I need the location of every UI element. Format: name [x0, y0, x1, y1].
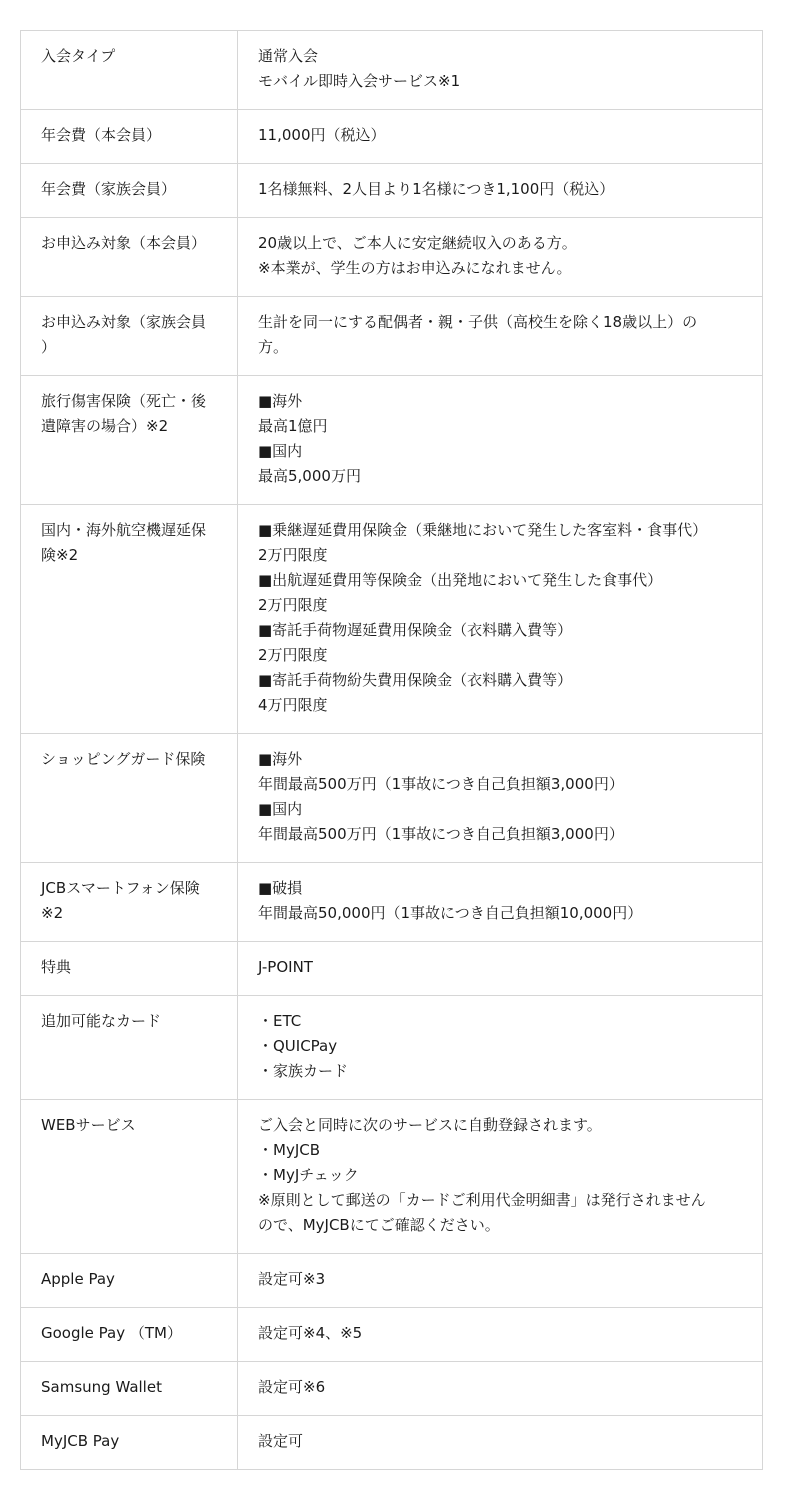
spec-row: [21, 1416, 763, 1470]
spec-row-label: [21, 942, 238, 996]
spec-value-line: 2万円限度: [258, 596, 328, 614]
spec-value-line: ■出航遅延費用等保険金（出発地において発生した食事代）: [258, 571, 663, 589]
spec-value-line: J-POINT: [258, 958, 313, 976]
spec-row-value: [238, 31, 763, 110]
spec-value-line: ・QUICPay: [258, 1037, 338, 1055]
spec-value-line: 20歳以上で、ご本人に安定継続収入のある方。: [258, 234, 577, 252]
spec-row-label: [21, 996, 238, 1100]
spec-row-value: [238, 1416, 763, 1470]
spec-label-line: WEBサービス: [41, 1116, 136, 1134]
spec-value-line: ので、MyJCBにてご確認ください。: [258, 1216, 500, 1234]
spec-value-line: ・ETC: [258, 1012, 302, 1030]
spec-label-line: 旅行傷害保険（死亡・後: [41, 392, 207, 410]
spec-value-line: ・MyJチェック: [258, 1166, 359, 1184]
spec-label-line: 国内・海外航空機遅延保: [41, 521, 207, 539]
spec-label-line: Google Pay （TM）: [41, 1324, 182, 1342]
spec-row-label: [21, 505, 238, 734]
spec-value-line: ■寄託手荷物遅延費用保険金（衣料購入費等）: [258, 621, 573, 639]
spec-label-line: ショッピングガード保険: [41, 750, 206, 768]
spec-row: [21, 1308, 763, 1362]
spec-label-line: JCBスマートフォン保険: [41, 879, 200, 897]
spec-row-label: [21, 376, 238, 505]
spec-row-value: [238, 505, 763, 734]
spec-value-line: ※原則として郵送の「カードご利用代金明細書」は発行されません: [258, 1191, 706, 1209]
spec-row: [21, 31, 763, 110]
spec-row-value: [238, 1254, 763, 1308]
spec-row-value: [238, 1100, 763, 1254]
spec-label-line: Samsung Wallet: [41, 1378, 162, 1396]
spec-row-value: [238, 996, 763, 1100]
spec-row-value: [238, 1362, 763, 1416]
spec-label-line: Apple Pay: [41, 1270, 115, 1288]
spec-value-line: 2万円限度: [258, 646, 328, 664]
spec-value-line: ■国内: [258, 800, 303, 818]
spec-label-line: ※2: [41, 904, 64, 922]
spec-row-label: [21, 110, 238, 164]
spec-value-line: 最高1億円: [258, 417, 328, 435]
spec-label-line: 特典: [41, 958, 72, 976]
spec-row: [21, 1362, 763, 1416]
spec-row: [21, 942, 763, 996]
spec-value-line: 年間最高500万円（1事故につき自己負担額3,000円）: [258, 775, 624, 793]
spec-row-label: [21, 1362, 238, 1416]
spec-value-line: 11,000円（税込）: [258, 126, 386, 144]
spec-value-line: 1名様無料、2人目より1名様につき1,100円（税込）: [258, 180, 615, 198]
spec-value-line: ■海外: [258, 750, 303, 768]
spec-value-line: 年間最高500万円（1事故につき自己負担額3,000円）: [258, 825, 624, 843]
spec-row-label: [21, 1254, 238, 1308]
spec-label-line: お申込み対象（家族会員: [41, 313, 207, 331]
spec-row-value: [238, 863, 763, 942]
spec-value-line: ・MyJCB: [258, 1141, 321, 1159]
spec-row-label: [21, 297, 238, 376]
spec-label-line: 追加可能なカード: [41, 1012, 162, 1030]
spec-row-label: [21, 1100, 238, 1254]
spec-row-value: [238, 297, 763, 376]
spec-row-value: [238, 110, 763, 164]
spec-row: [21, 164, 763, 218]
spec-value-line: 生計を同一にする配偶者・親・子供（高校生を除く18歳以上）の: [258, 313, 698, 331]
spec-row-value: [238, 1308, 763, 1362]
spec-row-value: [238, 218, 763, 297]
spec-value-line: 通常入会: [258, 47, 319, 65]
spec-row: [21, 1100, 763, 1254]
spec-label-line: 入会タイプ: [41, 47, 116, 65]
spec-row-label: [21, 863, 238, 942]
spec-value-line: 2万円限度: [258, 546, 328, 564]
card-spec-table-body: [21, 31, 763, 1470]
spec-value-line: 設定可※3: [258, 1270, 326, 1288]
spec-row: [21, 863, 763, 942]
spec-value-line: 設定可※4、※5: [258, 1324, 363, 1342]
spec-row: [21, 218, 763, 297]
spec-row-label: [21, 31, 238, 110]
spec-row: [21, 734, 763, 863]
spec-row-label: [21, 164, 238, 218]
spec-value-line: 方。: [258, 338, 289, 356]
spec-row-label: [21, 1416, 238, 1470]
spec-label-line: 険※2: [41, 546, 79, 564]
spec-label-line: 年会費（本会員）: [41, 126, 162, 144]
spec-value-line: 年間最高50,000円（1事故につき自己負担額10,000円）: [258, 904, 643, 922]
spec-row-label: [21, 218, 238, 297]
card-spec-table: [20, 30, 763, 1470]
spec-value-line: ・家族カード: [258, 1062, 349, 1080]
spec-value-line: ■海外: [258, 392, 303, 410]
spec-row: [21, 505, 763, 734]
spec-value-line: ■国内: [258, 442, 303, 460]
spec-row-label: [21, 1308, 238, 1362]
spec-value-line: ご入会と同時に次のサービスに自動登録されます。: [258, 1116, 602, 1134]
spec-value-line: 4万円限度: [258, 696, 328, 714]
spec-row-value: [238, 942, 763, 996]
spec-value-line: ■破損: [258, 879, 303, 897]
spec-row-value: [238, 164, 763, 218]
spec-value-line: ■寄託手荷物紛失費用保険金（衣料購入費等）: [258, 671, 573, 689]
spec-value-line: ※本業が、学生の方はお申込みになれません。: [258, 259, 572, 277]
spec-label-line: 年会費（家族会員）: [41, 180, 177, 198]
spec-value-line: 設定可※6: [258, 1378, 326, 1396]
spec-row: [21, 996, 763, 1100]
spec-value-line: モバイル即時入会サービス※1: [258, 72, 461, 90]
spec-label-line: お申込み対象（本会員）: [41, 234, 207, 252]
spec-row-value: [238, 376, 763, 505]
spec-label-line: ）: [41, 338, 57, 356]
spec-row: [21, 376, 763, 505]
spec-row: [21, 297, 763, 376]
spec-value-line: 設定可: [258, 1432, 304, 1450]
spec-value-line: 最高5,000万円: [258, 467, 361, 485]
spec-value-line: ■乗継遅延費用保険金（乗継地において発生した客室料・食事代）: [258, 521, 708, 539]
spec-row: [21, 110, 763, 164]
spec-label-line: 遺障害の場合）※2: [41, 417, 169, 435]
spec-row: [21, 1254, 763, 1308]
spec-row-label: [21, 734, 238, 863]
spec-label-line: MyJCB Pay: [41, 1432, 120, 1450]
spec-row-value: [238, 734, 763, 863]
